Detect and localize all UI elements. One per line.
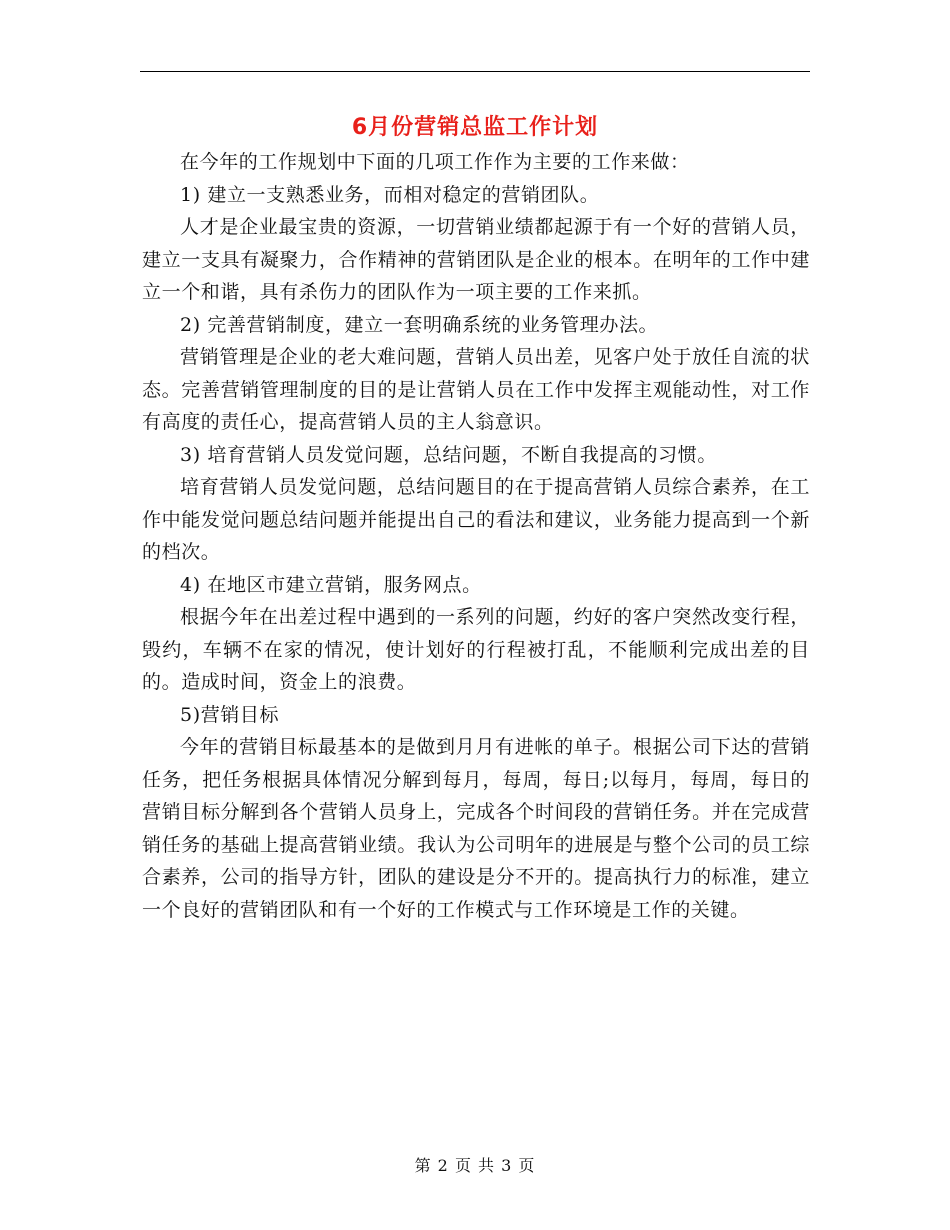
section-4-heading: 4) 在地区市建立营销，服务网点。 (180, 573, 482, 596)
section-2-heading: 2) 完善营销制度，建立一套明确系统的业务管理办法。 (180, 313, 659, 336)
document-title: 6月份营销总监工作计划 (351, 115, 599, 140)
page-number: 第 2 页 共 3 页 (414, 1156, 536, 1175)
header-rule (140, 71, 810, 72)
section-5-heading: 5)营销目标 (180, 703, 280, 726)
section-1-body: 人才是企业最宝贵的资源，一切营销业绩都起源于有一个好的营销人员，建立一支具有凝聚力，合作精神的营销团队是企业的根本。在明年的工作中建立一个和谐，具有杀伤力的团队作为一项主要的工作来抓。 (142, 216, 810, 303)
section-5-body: 今年的营销目标最基本的是做到月月有进帐的单子。根据公司下达的营销任务，把任务根据具体情况分解到每月，每周，每日;以每月，每周，每日的营销目标分解到各个营销人员身上，完成各个时间段的营销任务。并在完成营销任务的基础上提高营销业绩。我认为公司明年的进展是与整个公司的员工综合素养，公司的指导方针，团队的建设是分不开的。提高执行力的标准，建立一个良好的营销团队和有一个好的工作模式与工作环境是工作的关键。 (142, 736, 810, 921)
section-3-body: 培育营销人员发觉问题，总结问题目的在于提高营销人员综合素养，在工作中能发觉问题总结问题并能提出自己的看法和建议，业务能力提高到一个新的档次。 (142, 476, 810, 563)
document-body (142, 146, 810, 926)
section-4-body: 根据今年在出差过程中遇到的一系列的问题，约好的客户突然改变行程，毁约，车辆不在家的情况，使计划好的行程被打乱，不能顺利完成出差的目的。造成时间，资金上的浪费。 (142, 606, 810, 693)
section-1-heading: 1) 建立一支熟悉业务，而相对稳定的营销团队。 (180, 183, 600, 206)
section-3-heading: 3) 培育营销人员发觉问题，总结问题，不断自我提高的习惯。 (180, 443, 717, 466)
intro-paragraph: 在今年的工作规划中下面的几项工作作为主要的工作来做： (180, 151, 690, 173)
section-2-body: 营销管理是企业的老大难问题，营销人员出差，见客户处于放任自流的状态。完善营销管理制度的目的是让营销人员在工作中发挥主观能动性，对工作有高度的责任心，提高营销人员的主人翁意识。 (142, 346, 810, 433)
